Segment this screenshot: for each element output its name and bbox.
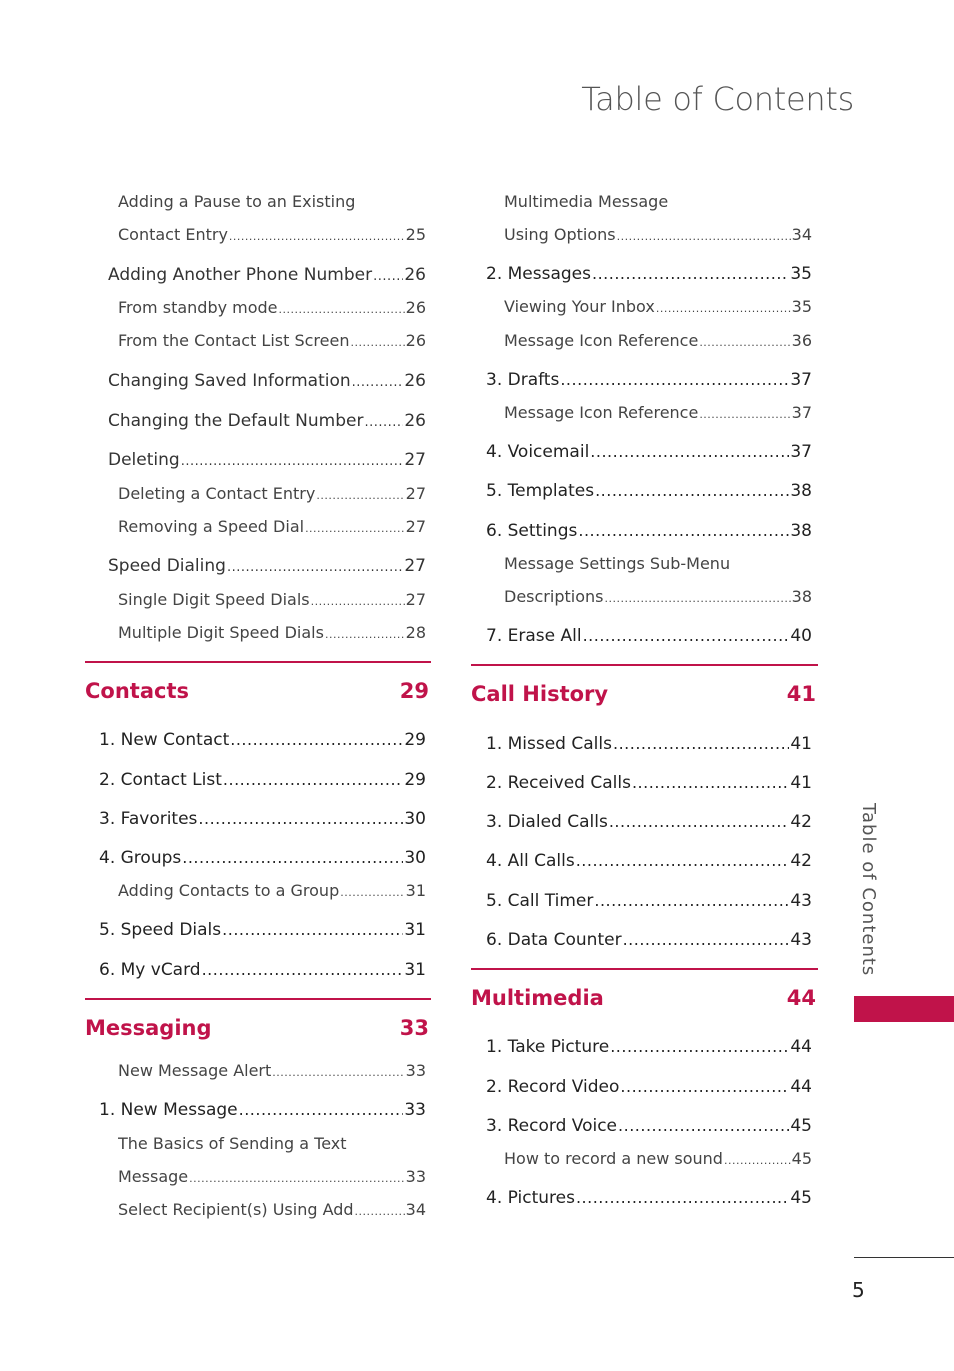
section-heading-call-history[interactable]: [471, 682, 816, 706]
toc-entry[interactable]: [118, 881, 426, 900]
dot-leader: [352, 375, 404, 390]
toc-entry-page: 27: [404, 450, 426, 470]
toc-entry[interactable]: [118, 623, 426, 642]
toc-entry[interactable]: [108, 411, 426, 431]
toc-entry[interactable]: [486, 1037, 812, 1057]
toc-entry-page: 44: [790, 1077, 812, 1097]
toc-entry-title: Removing a Speed Dial: [118, 517, 305, 536]
toc-entry[interactable]: [99, 770, 426, 790]
dot-leader: [632, 773, 789, 792]
toc-entry-title: Deleting: [108, 450, 180, 470]
toc-entry-page: 34: [405, 1200, 426, 1219]
toc-entry-title: 3. Record Voice: [486, 1116, 618, 1136]
toc-entry[interactable]: [486, 812, 812, 832]
section-heading-messaging[interactable]: [85, 1016, 429, 1040]
dot-leader: [699, 408, 790, 421]
section-title: Multimedia: [471, 986, 604, 1010]
toc-entry-page: 43: [790, 891, 812, 911]
dot-leader: [311, 595, 405, 608]
toc-entry-page: 45: [791, 1149, 812, 1168]
toc-entry-title: Single Digit Speed Dials: [118, 590, 310, 609]
toc-entry-title: 6. My vCard: [99, 960, 201, 980]
dot-leader: [590, 442, 789, 461]
toc-entry[interactable]: [99, 920, 426, 940]
toc-entry-page: 27: [405, 590, 426, 609]
toc-entry-page: 44: [790, 1037, 812, 1057]
dot-leader: [340, 886, 404, 899]
toc-entry-title: Select Recipient(s) Using Add: [118, 1200, 354, 1219]
toc-entry-title: The Basics of Sending a Text: [118, 1134, 347, 1153]
dot-leader: [583, 626, 790, 645]
side-tab-marker: [854, 996, 954, 1022]
toc-entry-page: 27: [405, 517, 426, 536]
toc-entry[interactable]: [108, 556, 426, 576]
toc-entry[interactable]: [486, 626, 812, 646]
toc-entry-title: New Message Alert: [118, 1061, 272, 1080]
dot-leader: [610, 1037, 789, 1056]
toc-entry-title: Deleting a Contact Entry: [118, 484, 316, 503]
toc-entry-page: 42: [790, 851, 812, 871]
toc-entry-title: From standby mode: [118, 298, 278, 317]
toc-entry[interactable]: [504, 1149, 812, 1168]
section-heading-contacts[interactable]: [85, 679, 429, 703]
toc-entry-title: Changing the Default Number: [108, 411, 364, 431]
toc-entry-title: Viewing Your Inbox: [504, 297, 655, 316]
dot-leader: [305, 522, 405, 535]
section-page: 33: [399, 1016, 429, 1040]
dot-leader: [198, 809, 403, 828]
dot-leader: [223, 770, 403, 789]
toc-entry-page: 37: [790, 442, 812, 462]
section-page: 41: [786, 682, 816, 706]
toc-entry-title: 4. Pictures: [486, 1188, 575, 1208]
toc-entry-page: 25: [405, 225, 426, 244]
toc-entry[interactable]: [118, 1200, 426, 1219]
toc-entry[interactable]: [99, 960, 426, 980]
toc-entry-page: 26: [405, 331, 426, 350]
toc-entry[interactable]: [504, 297, 812, 316]
toc-entry[interactable]: [118, 590, 426, 609]
toc-entry[interactable]: [504, 192, 812, 211]
toc-entry[interactable]: [486, 442, 812, 462]
toc-entry[interactable]: [118, 192, 426, 211]
toc-entry[interactable]: [99, 1100, 426, 1120]
toc-entry-title: 2. Contact List: [99, 770, 222, 790]
toc-entry-title: Descriptions: [504, 587, 604, 606]
section-title: Contacts: [85, 679, 189, 703]
toc-entry[interactable]: [486, 930, 812, 950]
toc-entry-title: Speed Dialing: [108, 556, 226, 576]
toc-entry[interactable]: [118, 331, 426, 350]
dot-leader: [724, 1154, 791, 1167]
toc-entry[interactable]: [504, 554, 812, 573]
toc-entry[interactable]: [108, 265, 426, 285]
toc-entry[interactable]: [118, 298, 426, 317]
toc-entry-title: 2. Messages: [486, 264, 591, 284]
toc-entry-page: 41: [790, 773, 812, 793]
page-title: Table of Contents: [581, 80, 854, 118]
toc-entry-page: 29: [404, 770, 426, 790]
toc-entry-page: 31: [404, 920, 426, 940]
toc-entry-title: 5. Speed Dials: [99, 920, 222, 940]
toc-entry[interactable]: [486, 370, 812, 390]
toc-entry[interactable]: [486, 1116, 812, 1136]
toc-entry[interactable]: [486, 1188, 812, 1208]
toc-entry-title: 6. Data Counter: [486, 930, 622, 950]
toc-entry[interactable]: [486, 481, 812, 501]
toc-entry-page: 26: [404, 265, 426, 285]
toc-entry-page: 40: [790, 626, 812, 646]
toc-entry[interactable]: [108, 371, 426, 391]
toc-entry-page: 37: [791, 403, 812, 422]
toc-entry[interactable]: [486, 891, 812, 911]
page-number: 5: [852, 1278, 865, 1302]
toc-entry-title: From the Contact List Screen: [118, 331, 350, 350]
toc-entry-page: 33: [405, 1061, 426, 1080]
dot-leader: [364, 415, 403, 430]
toc-entry-page: 35: [790, 264, 812, 284]
toc-entry-title: 7. Erase All: [486, 626, 582, 646]
side-tab-label: Table of Contents: [858, 803, 879, 977]
toc-entry-page: 38: [791, 587, 812, 606]
dot-leader: [181, 454, 404, 469]
toc-entry[interactable]: [504, 403, 812, 422]
toc-entry[interactable]: [99, 730, 426, 750]
toc-entry-title: 1. New Contact: [99, 730, 230, 750]
dot-leader: [576, 851, 790, 870]
section-title: Call History: [471, 682, 609, 706]
toc-entry-page: 29: [404, 730, 426, 750]
section-page: 44: [786, 986, 816, 1010]
toc-entry[interactable]: [486, 264, 812, 284]
dot-leader: [230, 730, 403, 749]
footer-divider: [854, 1257, 954, 1258]
dot-leader: [222, 920, 403, 939]
toc-entry-page: 33: [405, 1167, 426, 1186]
toc-entry-title: 3. Favorites: [99, 809, 198, 829]
dot-leader: [620, 1077, 789, 1096]
toc-entry-page: 38: [790, 481, 812, 501]
dot-leader: [325, 628, 405, 641]
toc-entry-title: 4. Voicemail: [486, 442, 590, 462]
toc-entry-title: 5. Call Timer: [486, 891, 594, 911]
toc-entry-page: 38: [790, 521, 812, 541]
toc-entry-title: Using Options: [504, 225, 616, 244]
toc-entry-page: 26: [404, 371, 426, 391]
toc-entry[interactable]: [486, 851, 812, 871]
section-title: Messaging: [85, 1016, 212, 1040]
toc-entry-title: Message Settings Sub-Menu: [504, 554, 731, 573]
toc-entry-title: 6. Settings: [486, 521, 578, 541]
toc-entry-page: 37: [790, 370, 812, 390]
dot-leader: [229, 230, 405, 243]
toc-entry[interactable]: [108, 450, 426, 470]
toc-entry-page: 34: [791, 225, 812, 244]
toc-entry[interactable]: [118, 1134, 426, 1153]
dot-leader: [272, 1066, 404, 1079]
toc-entry-title: 1. New Message: [99, 1100, 238, 1120]
toc-entry-page: 43: [790, 930, 812, 950]
toc-entry[interactable]: [99, 848, 426, 868]
toc-entry[interactable]: [118, 1061, 426, 1080]
dot-leader: [699, 336, 790, 349]
toc-entry-title: Changing Saved Information: [108, 371, 351, 391]
dot-leader: [202, 960, 404, 979]
toc-entry-title: 1. Missed Calls: [486, 734, 612, 754]
toc-entry-title: Message Icon Reference: [504, 331, 699, 350]
toc-entry-page: 27: [405, 484, 426, 503]
section-divider: [471, 664, 818, 666]
toc-entry-title: 1. Take Picture: [486, 1037, 610, 1057]
toc-entry-page: 30: [404, 809, 426, 829]
dot-leader: [594, 891, 789, 910]
toc-entry-title: Adding a Pause to an Existing: [118, 192, 356, 211]
toc-entry[interactable]: [118, 484, 426, 503]
dot-leader: [560, 370, 789, 389]
dot-leader: [595, 481, 789, 500]
section-heading-multimedia[interactable]: [471, 986, 816, 1010]
toc-entry-title: 4. Groups: [99, 848, 182, 868]
toc-entry-page: 26: [405, 298, 426, 317]
toc-entry-page: 35: [791, 297, 812, 316]
section-page: 29: [399, 679, 429, 703]
toc-entry-title: 3. Dialed Calls: [486, 812, 608, 832]
toc-entry-page: 31: [405, 881, 426, 900]
dot-leader: [617, 230, 791, 243]
section-divider: [471, 968, 818, 970]
dot-leader: [373, 269, 403, 284]
toc-entry-title: Message: [118, 1167, 189, 1186]
toc-entry-title: 2. Record Video: [486, 1077, 620, 1097]
toc-entry[interactable]: [118, 517, 426, 536]
dot-leader: [578, 521, 789, 540]
dot-leader: [618, 1116, 789, 1135]
dot-leader: [189, 1172, 405, 1185]
toc-entry[interactable]: [99, 809, 426, 829]
dot-leader: [316, 489, 404, 502]
dot-leader: [604, 592, 790, 605]
toc-entry[interactable]: [118, 1167, 426, 1186]
toc-entry-title: 2. Received Calls: [486, 773, 631, 793]
toc-entry-page: 45: [790, 1116, 812, 1136]
toc-entry-title: Contact Entry: [118, 225, 228, 244]
toc-entry[interactable]: [504, 331, 812, 350]
toc-entry[interactable]: [486, 773, 812, 793]
dot-leader: [182, 848, 403, 867]
toc-entry[interactable]: [486, 521, 812, 541]
toc-entry-title: 5. Templates: [486, 481, 595, 501]
toc-entry[interactable]: [504, 587, 812, 606]
toc-entry-page: 30: [404, 848, 426, 868]
toc-entry[interactable]: [486, 1077, 812, 1097]
toc-entry-title: 4. All Calls: [486, 851, 575, 871]
toc-entry-page: 36: [791, 331, 812, 350]
toc-entry-page: 28: [405, 623, 426, 642]
toc-entry[interactable]: [504, 225, 812, 244]
toc-entry-title: Multiple Digit Speed Dials: [118, 623, 324, 642]
dot-leader: [576, 1188, 789, 1207]
toc-entry-page: 42: [790, 812, 812, 832]
toc-entry-title: How to record a new sound: [504, 1149, 723, 1168]
toc-entry-page: 26: [404, 411, 426, 431]
toc-entry[interactable]: [118, 225, 426, 244]
dot-leader: [592, 264, 789, 283]
dot-leader: [355, 1205, 405, 1218]
section-divider: [85, 998, 431, 1000]
dot-leader: [623, 930, 790, 949]
dot-leader: [609, 812, 790, 831]
dot-leader: [350, 336, 404, 349]
toc-entry-page: 45: [790, 1188, 812, 1208]
toc-entry-page: 27: [404, 556, 426, 576]
toc-entry-title: Adding Another Phone Number: [108, 265, 373, 285]
dot-leader: [239, 1100, 404, 1119]
dot-leader: [656, 302, 791, 315]
dot-leader: [279, 303, 405, 316]
toc-entry-title: Adding Contacts to a Group: [118, 881, 340, 900]
dot-leader: [227, 560, 403, 575]
toc-entry-page: 33: [404, 1100, 426, 1120]
toc-entry-page: 41: [790, 734, 812, 754]
toc-entry-title: 3. Drafts: [486, 370, 560, 390]
toc-entry-title: Multimedia Message: [504, 192, 669, 211]
toc-entry[interactable]: [486, 734, 812, 754]
dot-leader: [613, 734, 789, 753]
toc-entry-page: 31: [404, 960, 426, 980]
section-divider: [85, 661, 431, 663]
toc-entry-title: Message Icon Reference: [504, 403, 699, 422]
